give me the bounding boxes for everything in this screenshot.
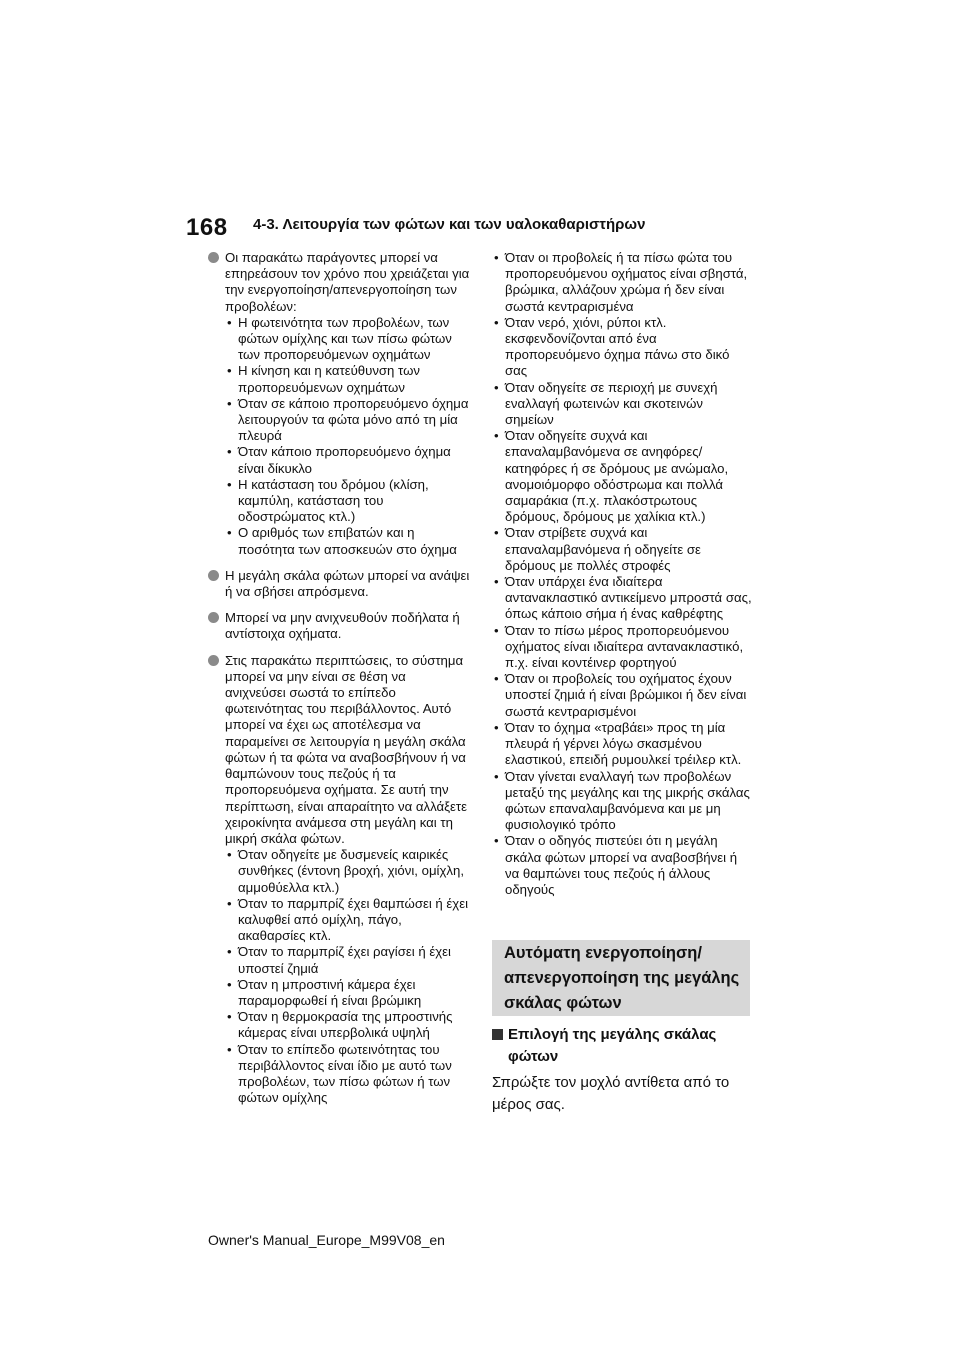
bullet-dot-icon: •	[494, 250, 499, 265]
sub-list-item: • Όταν το παρμπρίζ έχει ραγίσει ή έχει υποστεί ζημιά	[227, 944, 451, 976]
list-item	[208, 610, 470, 642]
bullet-dot-icon: •	[227, 476, 232, 492]
list-item	[208, 653, 470, 1107]
bullet-dot-icon: •	[494, 525, 499, 541]
paragraph: Η μεγάλη σκάλα φώτων μπορεί να ανάψει ή να σβήσει απρόσμενα.	[225, 567, 470, 600]
sub-heading	[492, 1024, 754, 1068]
list-item: • Όταν υπάρχει ένα ιδιαίτερα ανταναклαστικό αντικείμενο μπροστά σας, όπως κάποιο σήμα ή ένας καθρέφτης	[494, 574, 752, 622]
bullet-dot-icon: •	[494, 379, 499, 395]
bullet-dot-icon: •	[227, 976, 232, 992]
sub-list-item: • Όταν το επίπεδο φωτεινότητας του περιβάλλοντος είναι ίδιο με αυτό των προβολέων, των πίσω φώτων ή των φώτων ομίχλης	[227, 1041, 452, 1106]
sub-list-item: • Όταν το παρμπρίζ έχει θαμπώσει ή έχει καλυφθεί από ομίχλη, πάγο, ακαθαρσίες κτλ.	[227, 895, 469, 944]
bullet-dot-icon: •	[494, 768, 499, 784]
right-list	[492, 250, 754, 898]
section-title: 4-3. Λειτουργία των φώτων και των υαλοκαθαριστήρων	[253, 216, 646, 233]
footer: Owner's Manual_Europe_M99V08_en	[208, 1232, 445, 1248]
section-heading: Αυτόματη ενεργοποίηση/απενεργοποίηση της μεγάλης σκάλας φώτων	[504, 943, 740, 1012]
paragraph: Μπορεί να μην ανιχνευθούν ποδήλατα ή αντίστοιχα οχήματα.	[225, 610, 460, 642]
sub-list-item: • Όταν η μπροστινή κάμερα έχει παραμορφωθεί ή είναι βρώμικη	[227, 976, 422, 1008]
sub-list-item: • Όταν η θερμοκρασία της μπροστινής κάμερας είναι υπερβολικά υψηλή	[227, 1009, 453, 1041]
square-bullet-icon	[492, 1029, 503, 1040]
list-item: • Όταν το όχημα «τραβάει» προς τη μία πλευρά ή γέρνει λόγω σκασμένου ελαστικού, επειδή ρυμουλκεί τρέιλερ κτλ.	[494, 719, 742, 768]
bullet-dot-icon: •	[227, 395, 232, 411]
bullet-dot-icon: •	[494, 622, 499, 638]
bullet-dot-icon: •	[494, 719, 499, 735]
bullet-dot-icon: •	[494, 428, 499, 444]
bullet-dot-icon: •	[227, 444, 232, 460]
section-heading-box	[492, 940, 750, 1016]
list-item: • Όταν ο οδηγός πιστεύει ότι η μεγάλη σκάλα φώτων μπορεί να αναβοσβήνει ή να θαμπώνει τους πεζούς ή άλλους οδηγούς	[494, 833, 738, 897]
sub-heading-text: Επιλογή της μεγάλης σκάλας φώτων	[508, 1026, 717, 1065]
bullet-dot-icon: •	[494, 671, 499, 687]
bullet-dot-icon: •	[494, 574, 499, 590]
bullet-circle-icon	[208, 252, 219, 263]
bullet-dot-icon: •	[227, 1041, 232, 1057]
bullet-dot-icon: •	[227, 895, 232, 911]
list-item	[208, 568, 470, 600]
bullet-dot-icon: •	[227, 314, 232, 330]
sub-list	[225, 315, 470, 558]
sub-list	[225, 847, 470, 1106]
paragraph: Οι παρακάτω παράγοντες μπορεί να επηρεάσουν τον χρόνο που χρειάζεται για την ενεργοποίηση/απενεργοποίηση των προβολέων:	[225, 250, 470, 314]
bullet-circle-icon	[208, 570, 219, 581]
sub-list-item: • Ο αριθμός των επιβατών και η ποσότητα των αποσκευών στο όχημα	[227, 525, 457, 557]
paragraph: Στις παρακάτω περιπτώσεις, το σύστημα μπορεί να μην είναι σε θέση να ανιχνεύσει σωστά το επίπεδο φωτεινότητας του περιβάλλοντος. Αυτό μπορεί να έχει ως αποτέλεσμα να παραμείνει σε λειτουργία η μεγάλη σκάλα φώτων ή τα φώτα να αναβοσβήνουν ή να θαμπώνουν τους πεζούς ή τα προπορευόμενα οχήματα. Σε αυτή την περίπτωση, είναι απαραίτητο να αλλάξετε χειροκίνητα ανάμεσα στη μεγάλη και τη μικρή σκάλα φώτων.	[225, 652, 468, 846]
sub-list-item: • Όταν σε κάποιο προπορευόμενο όχημα λειτουργούν τα φώτα μόνο από τη μία πλευρά	[227, 395, 469, 444]
bullet-dot-icon: •	[227, 1009, 232, 1025]
page-number: 168	[186, 214, 228, 241]
list-item: • Όταν οι προβολείς του οχήματος έχουν υποστεί ζημιά ή είναι βρώμικοι ή δεν είναι σωστά κεντραρισμένοι	[494, 671, 747, 719]
sub-list-item: • Η κίνηση και η κατεύθυνση των προπορευόμενων οχημάτων	[227, 363, 420, 395]
list-item: • Όταν οι προβολείς ή τα πίσω φώτα του προπορευόμενου οχήματος είναι σβηστά, βρώμικα, αλλάζουν χρώμα ή δεν είναι σωστά κεντραρισμένα	[494, 250, 748, 314]
bullet-dot-icon: •	[227, 847, 232, 863]
list-item: • Όταν το πίσω μέρος προπορευόμενου οχήματος είναι ιδιαίτερα ανταναклαστικό, π.χ. είναι κοντέινερ φορτηγού	[494, 622, 744, 671]
bullet-dot-icon: •	[227, 363, 232, 379]
bullet-circle-icon	[208, 655, 219, 666]
sub-list-item: • Όταν οδηγείτε με δυσμενείς καιρικές συνθήκες (έντονη βροχή, χιόνι, ομίχλη, αμμοθύελλα κτλ.)	[227, 847, 464, 895]
list-item: • Όταν στρίβετε συχνά και επαναλαμβανόμενα ή οδηγείτε σε δρόμους με πολλές στροφές	[494, 525, 701, 573]
bullet-circle-icon	[208, 612, 219, 623]
instruction-text: Σπρώξτε τον μοχλό αντίθετα από το μέρος σας.	[492, 1074, 730, 1113]
sub-list-item: • Όταν κάποιο προπορευόμενο όχημα είναι δίκυκλο	[227, 444, 451, 476]
sub-list-item: • Η κατάσταση του δρόμου (κλίση, καμπύλη, κατάσταση του οδοστρώματος κτλ.)	[227, 476, 429, 525]
list-item: • Όταν νερό, χιόνι, ρύποι κτλ. εκσφενδονίζονται από ένα προπορευόμενο όχημα πάνω στο δικό σας	[494, 314, 730, 379]
list-item: • Όταν γίνεται εναλλαγή των προβολέων μεταξύ της μεγάλης και της μικρής σκάλας φώτων επαναλαμβανόμενα και με μη φυσιολογικό τρόπο	[494, 768, 750, 833]
list-item: • Όταν οδηγείτε συχνά και επαναλαμβανόμενα σε ανηφόρες/κατηφόρες ή σε δρόμους με ανώμαλο, ανομοιόμορφο οδόστρωμα και πολλά σαμαράκια (π.χ. πλακόστρωτους δρόμους, δρόμους με χαλίκια κτλ.)	[494, 428, 729, 525]
left-column	[208, 250, 470, 1116]
bullet-dot-icon: •	[227, 525, 232, 541]
list-item: • Όταν οδηγείτε σε περιοχή με συνεχή εναλλαγή φωτεινών και σκοτεινών σημείων	[494, 379, 718, 428]
bullet-dot-icon: •	[227, 944, 232, 960]
bullet-dot-icon: •	[494, 314, 499, 330]
right-column	[492, 250, 754, 898]
sub-list-item: • Η φωτεινότητα των προβολέων, των φώτων ομίχλης και των πίσω φώτων των προπορευόμενων οχημάτων	[227, 314, 452, 363]
bullet-dot-icon: •	[494, 833, 499, 849]
list-item	[208, 250, 470, 558]
